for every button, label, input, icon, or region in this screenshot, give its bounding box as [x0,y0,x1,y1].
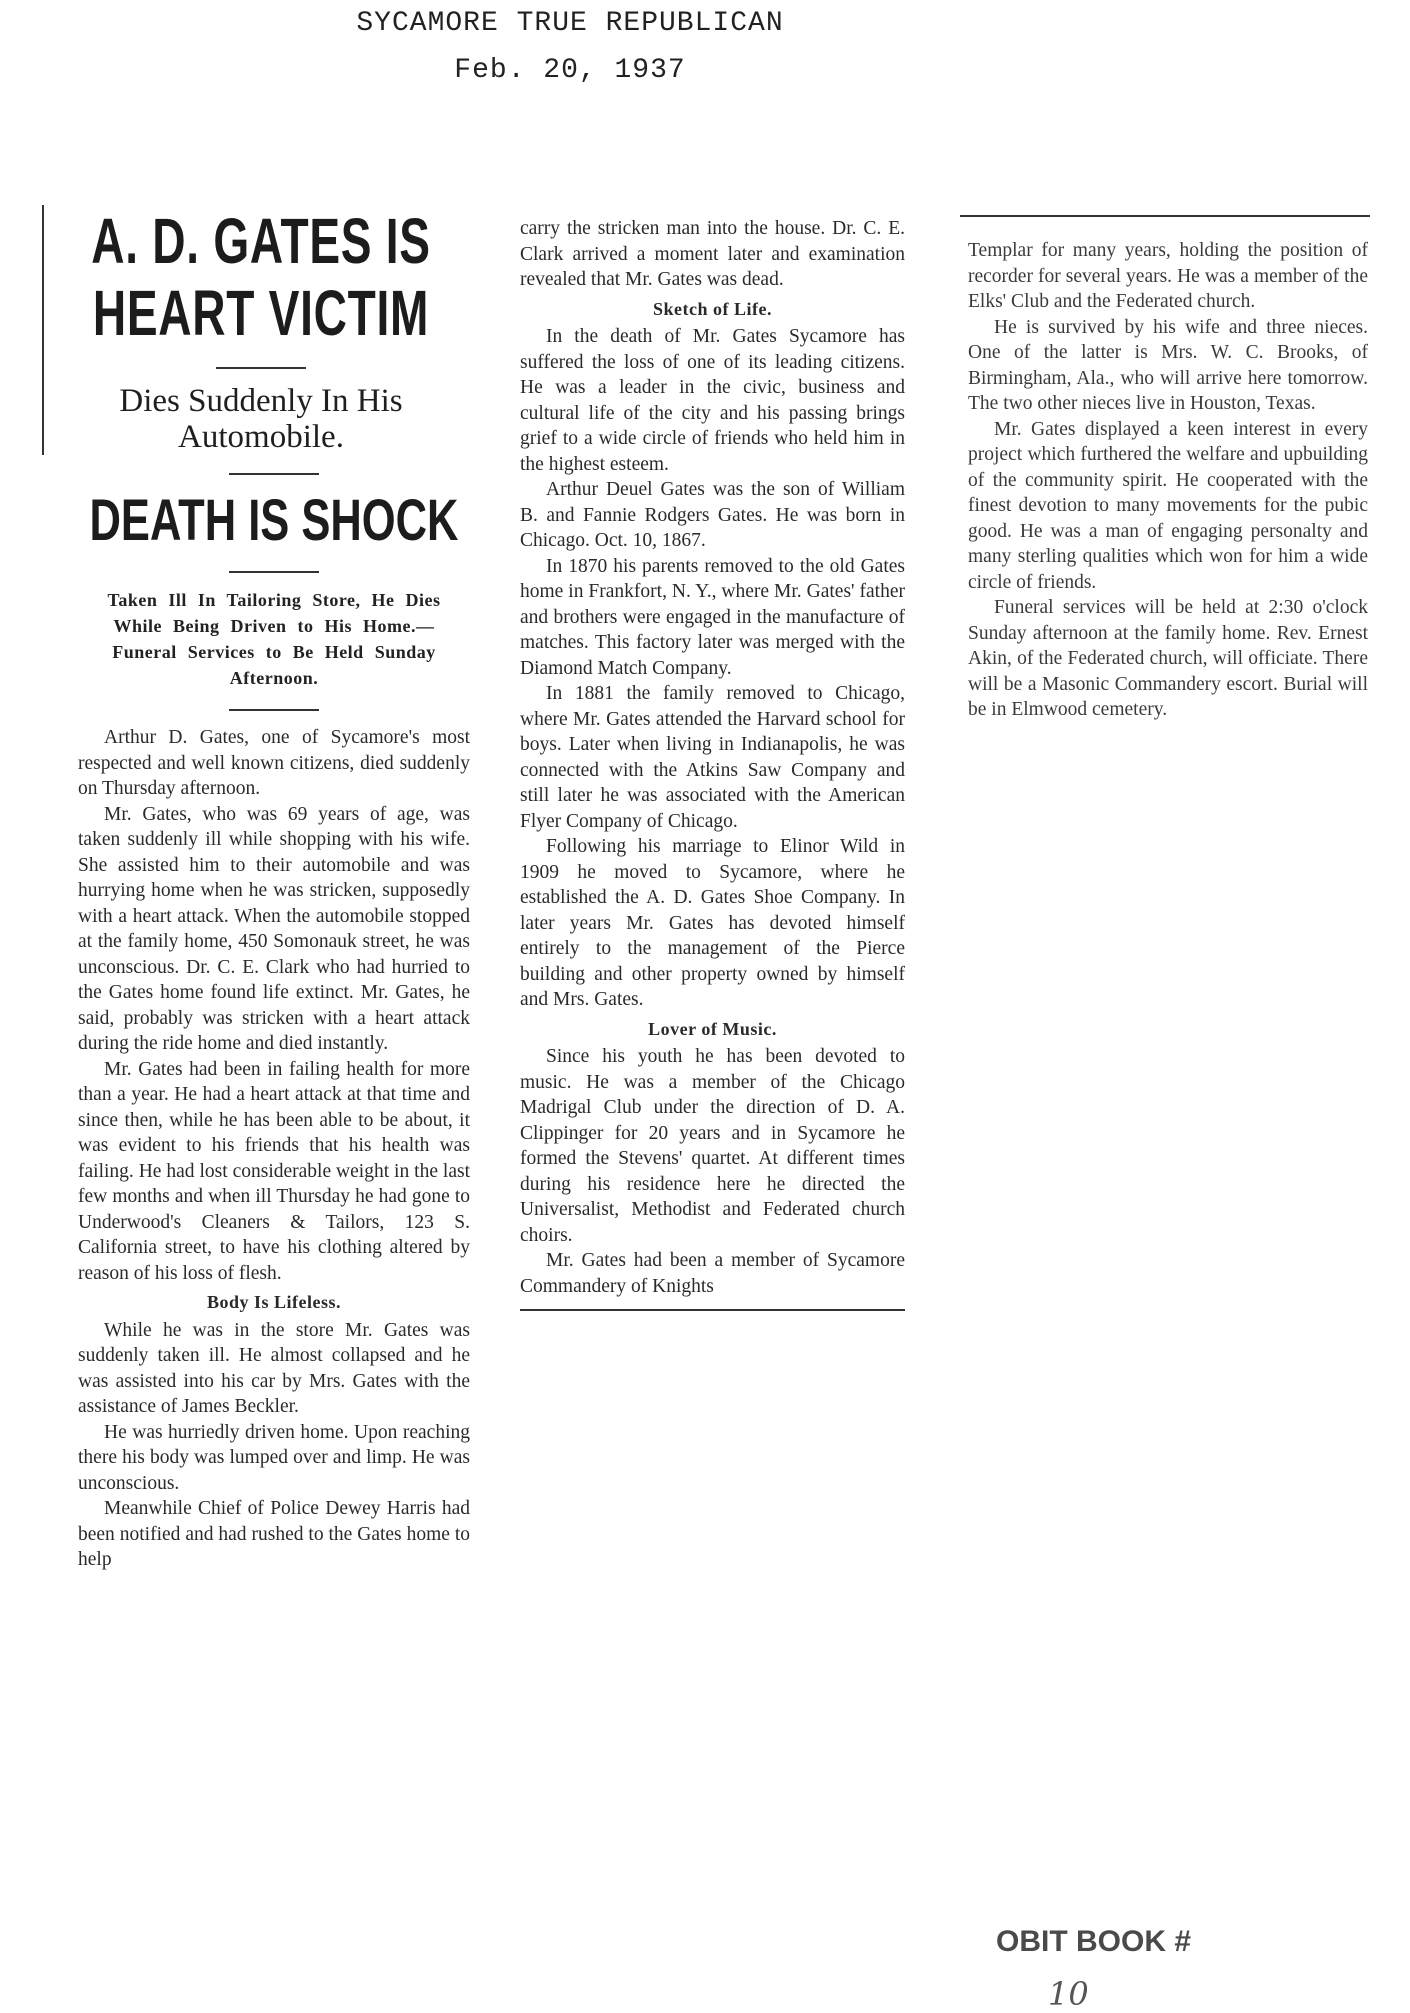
paragraph: Mr. Gates had been a member of Sycamore Commandery of Knights [520,1250,905,1297]
secondary-headline: DEATH IS SHOCK [89,488,459,553]
paragraph: Meanwhile Chief of Police Dewey Harris had been notified and had rushed to the Gates home to help [78,1498,470,1570]
subheading: Body Is Lifeless. [206,1292,342,1312]
paragraph: He was hurriedly driven home. Upon reaching there his body was lumped over and limp. He was unconscious. [78,1421,470,1494]
summary-deck: Taken Ill In Tailoring Store, He Dies While Being Driven to His Home.—Funeral Services to Be Held Sunday Afternoon. [107,590,441,688]
paragraph: Funeral services will be held at 2:30 o'clock Sunday afternoon at the family home. Rev. Ernest Akin, of the Federated church, will officiate. There will be a Masonic Commandery escort. Burial will be in Elmwood cemetery. [968,597,1368,720]
continued-paragraph: carry the stricken man into the house. Dr. C. E. Clark arrived a moment later and examination revealed that Mr. Gates was dead. [520,218,905,290]
continued-paragraph: Templar for many years, holding the position of recorder for several years. He was a member of the Elks' Club and the Federated church. [968,240,1368,312]
paragraph: He is survived by his wife and three nieces. One of the latter is Mrs. W. C. Brooks, of Birmingham, Ala., who will arrive here tomorrow. The two other nieces live in Houston, Texas. [968,316,1368,414]
newspaper-name: SYCAMORE TRUE REPUBLICAN [356,8,784,39]
paragraph: Arthur Deuel Gates was the son of William B. and Fannie Rodgers Gates. He was born in Chicago. Oct. 10, 1867. [520,479,905,551]
archive-stamp: OBIT BOOK # [996,1925,1192,1958]
masthead [0,8,1140,86]
article-column-2 [520,216,905,1311]
paragraph: In 1881 the family removed to Chicago, where Mr. Gates attended the Harvard school for boys. Later when living in Indianapolis, he was connected with the Atkins Saw Company and still later he was associated with the American Flyer Company of Chicago. [520,683,905,832]
paragraph: Following his marriage to Elinor Wild in 1909 he moved to Sycamore, where he established the A. D. Gates Shoe Company. In later years Mr. Gates has devoted himself entirely to the management of the Pierce building and other property owned by himself and Mrs. Gates. [520,836,905,1010]
paragraph: While he was in the store Mr. Gates was suddenly taken ill. He almost collapsed and he was assisted into his car by Mrs. Gates with the assistance of James Beckler. [78,1319,470,1417]
headline-deck: Dies Suddenly In His Automobile. [119,383,403,455]
subheading: Sketch of Life. [653,298,772,319]
handwritten-book-number: 10 [1048,1975,1089,2013]
paragraph: Mr. Gates displayed a keen interest in every project which furthered the welfare and upbuilding of the community spirit. He cooperated with the finest devotion to many movements for the pubic good. He was a man of engaging personalty and many sterling qualities which won for him a wide circle of friends. [968,418,1368,593]
publication-date: Feb. 20, 1937 [454,55,686,86]
headline-line-2: HEART VICTIM [92,277,430,349]
paragraph: Arthur D. Gates, one of Sycamore's most respected and well known citizens, died suddenly on Thursday afternoon. [78,727,470,799]
divider [229,473,319,475]
divider [229,709,319,711]
paragraph: In the death of Mr. Gates Sycamore has suffered the loss of one of its leading citizens. He was a leader in the civic, business and cultural life of the city and his passing brings grief to a wide circle of friends who held him in the highest esteem. [520,326,905,475]
paragraph: Since his youth he has been devoted to music. He was a member of the Chicago Madrigal Club under the direction of D. A. Clippinger for 20 years and in Sycamore he formed the Stevens' quartet. At different times during his residence here he directed the Universalist, Methodist and Federated church choirs. [520,1046,905,1246]
headline-block [42,205,470,455]
article-column-1 [78,205,470,1573]
paragraph: In 1870 his parents removed to the old Gates home in Frankfort, N. Y., where Mr. Gates' father and brothers were engaged in the manufacture of matches. This factory later was merged with the Diamond Match Company. [520,555,905,679]
paragraph: Mr. Gates, who was 69 years of age, was taken suddenly ill while shopping with his wife. She assisted him to their automobile and was hurrying home when he was stricken, supposedly with a heart attack. When the automobile stopped at the family home, 450 Somonauk street, he was unconscious. Dr. C. E. Clark who had hurried to the Gates home found life extinct. Mr. Gates, he said, probably was stricken with a heart attack during the ride home and died instantly. [78,803,470,1054]
column-end-rule [520,1309,905,1311]
divider [216,367,306,369]
paragraph: Mr. Gates had been in failing health for more than a year. He had a heart attack at that time and since then, while he has been able to be about, it was evident to his friends that his health was failing. He had lost considerable weight in the last few months and when ill Thursday he had gone to Underwood's Cleaners & Tailors, 123 S. California street, to have his clothing altered by reason of his loss of flesh. [78,1058,470,1284]
article-column-3 [968,238,1368,723]
column-top-rule [960,215,1370,217]
subheading: Lover of Music. [648,1018,777,1039]
headline-line-1: A. D. GATES IS [91,205,431,277]
divider [229,571,319,573]
